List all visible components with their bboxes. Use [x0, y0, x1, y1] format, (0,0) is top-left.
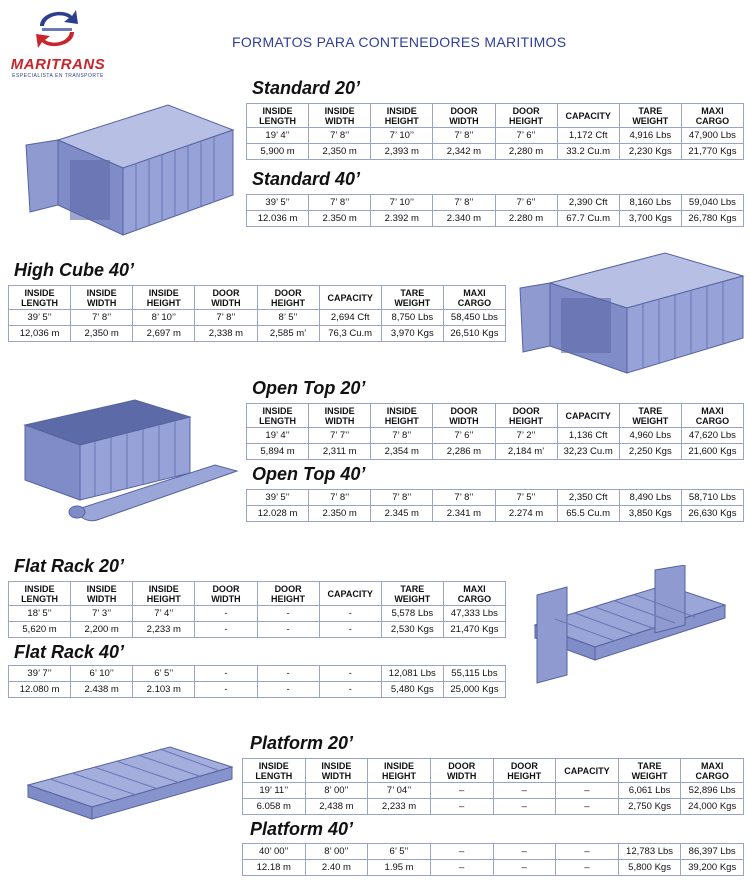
- table-cell: 40’ 00’’: [243, 844, 306, 860]
- table-cell: 7’ 8’’: [371, 490, 433, 506]
- table-cell: 7’ 04’’: [368, 783, 431, 799]
- table-cell: 7’ 8’’: [309, 128, 371, 144]
- spec-table-standard-40: [246, 194, 744, 227]
- spec-table-flat-rack-40: [8, 665, 506, 698]
- table-cell: 2,286 m: [433, 444, 495, 460]
- table-cell: 33.2 Cu.m: [557, 144, 619, 160]
- table-row: [247, 490, 744, 506]
- column-header: CAPACITY: [319, 286, 381, 310]
- table-cell: 8,750 Lbs: [381, 310, 443, 326]
- brand-name: MARITRANS: [10, 56, 106, 73]
- table-cell: 3,850 Kgs: [619, 506, 681, 522]
- table-cell: 19’ 11’’: [243, 783, 306, 799]
- table-cell: 7’ 8’’: [433, 195, 495, 211]
- table-cell: 5,900 m: [247, 144, 309, 160]
- table-cell: 2,280 m: [495, 144, 557, 160]
- table-cell: 5,620 m: [9, 622, 71, 638]
- section-title-platform-20: Platform 20’: [250, 733, 354, 753]
- section-title-flat-rack-40: Flat Rack 40’: [14, 642, 125, 662]
- table-row: [247, 506, 744, 522]
- column-header: DOOR HEIGHT: [257, 286, 319, 310]
- high-cube-container-illustration: [515, 248, 747, 378]
- table-row: [247, 444, 744, 460]
- table-cell: 19’ 4’’: [247, 428, 309, 444]
- column-header: DOOR WIDTH: [433, 404, 495, 428]
- table-cell: 7’ 10’’: [371, 128, 433, 144]
- table-cell: 2,311 m: [309, 444, 371, 460]
- table-row: [247, 144, 744, 160]
- table-cell: 6.058 m: [243, 799, 306, 815]
- column-header: CAPACITY: [557, 104, 619, 128]
- spec-table-flat-rack-20: [8, 581, 506, 638]
- table-cell: 2.350 m: [309, 506, 371, 522]
- column-header: INSIDE LENGTH: [247, 104, 309, 128]
- table-cell: 2.274 m: [495, 506, 557, 522]
- table-cell: 2.341 m: [433, 506, 495, 522]
- table-cell: 2,342 m: [433, 144, 495, 160]
- table-cell: -: [257, 622, 319, 638]
- table-row: [9, 326, 506, 342]
- table-cell: 4,916 Lbs: [619, 128, 681, 144]
- logo-arrows-icon: [34, 6, 80, 54]
- table-cell: -: [319, 682, 381, 698]
- platform-container-illustration: [20, 735, 240, 845]
- column-header: MAXI CARGO: [443, 286, 505, 310]
- table-row: [247, 128, 744, 144]
- table-cell: 4,960 Lbs: [619, 428, 681, 444]
- spec-table-open-top-20: [246, 403, 744, 460]
- table-cell: 26,510 Kgs: [443, 326, 505, 342]
- section-title-high-cube-40: High Cube 40’: [14, 260, 135, 280]
- spec-table-high-cube-40: [8, 285, 506, 342]
- table-cell: 2,354 m: [371, 444, 433, 460]
- table-row: [247, 211, 744, 227]
- spec-table-platform-20: [242, 758, 744, 815]
- table-cell: 8’ 00’’: [305, 844, 368, 860]
- column-header: INSIDE LENGTH: [9, 286, 71, 310]
- table-cell: 2,750 Kgs: [618, 799, 681, 815]
- column-header: DOOR HEIGHT: [493, 759, 556, 783]
- column-header: TARE WEIGHT: [381, 286, 443, 310]
- table-cell: –: [556, 783, 619, 799]
- table-cell: 2,350 Cft: [557, 490, 619, 506]
- column-header: INSIDE LENGTH: [247, 404, 309, 428]
- column-header: DOOR WIDTH: [195, 582, 257, 606]
- table-cell: –: [493, 783, 556, 799]
- table-cell: 5,578 Lbs: [381, 606, 443, 622]
- table-cell: 76,3 Cu.m: [319, 326, 381, 342]
- table-cell: 32,23 Cu.m: [557, 444, 619, 460]
- table-row: [243, 783, 744, 799]
- table-cell: 2,393 m: [371, 144, 433, 160]
- table-cell: 3,700 Kgs: [619, 211, 681, 227]
- table-cell: -: [195, 622, 257, 638]
- table-cell: -: [319, 606, 381, 622]
- column-header: DOOR HEIGHT: [257, 582, 319, 606]
- column-header: MAXI CARGO: [681, 404, 743, 428]
- table-cell: 7’ 2’’: [495, 428, 557, 444]
- table-cell: 12,081 Lbs: [381, 666, 443, 682]
- table-cell: 39,200 Kgs: [681, 860, 744, 876]
- table-row: [9, 606, 506, 622]
- table-cell: –: [493, 799, 556, 815]
- table-cell: 12,036 m: [9, 326, 71, 342]
- table-cell: -: [319, 622, 381, 638]
- column-header: CAPACITY: [319, 582, 381, 606]
- table-cell: –: [430, 799, 493, 815]
- table-cell: 6’ 10’’: [71, 666, 133, 682]
- table-cell: 59,040 Lbs: [681, 195, 743, 211]
- table-cell: -: [257, 666, 319, 682]
- table-cell: 2.438 m: [71, 682, 133, 698]
- column-header: CAPACITY: [557, 404, 619, 428]
- table-cell: 47,620 Lbs: [681, 428, 743, 444]
- table-cell: –: [556, 799, 619, 815]
- table-row: [243, 844, 744, 860]
- table-row: [9, 682, 506, 698]
- column-header: MAXI CARGO: [681, 759, 744, 783]
- table-cell: 2,338 m: [195, 326, 257, 342]
- table-cell: 2,530 Kgs: [381, 622, 443, 638]
- table-cell: -: [195, 606, 257, 622]
- table-row: [9, 666, 506, 682]
- table-cell: 8,160 Lbs: [619, 195, 681, 211]
- table-cell: 21,770 Kgs: [681, 144, 743, 160]
- column-header: INSIDE WIDTH: [71, 286, 133, 310]
- table-cell: 7’ 4’’: [133, 606, 195, 622]
- spec-table-standard-20: [246, 103, 744, 160]
- section-title-standard-20: Standard 20’: [252, 78, 361, 98]
- column-header: INSIDE WIDTH: [309, 404, 371, 428]
- table-cell: 2.350 m: [309, 211, 371, 227]
- table-row: [247, 428, 744, 444]
- column-header: INSIDE HEIGHT: [371, 404, 433, 428]
- table-cell: 1,172 Cft: [557, 128, 619, 144]
- table-cell: 18’ 5’’: [9, 606, 71, 622]
- table-cell: 25,000 Kgs: [443, 682, 505, 698]
- table-cell: 7’ 8’’: [309, 195, 371, 211]
- table-cell: 7’ 3’’: [71, 606, 133, 622]
- table-cell: 39’ 5’’: [9, 310, 71, 326]
- table-cell: 1.95 m: [368, 860, 431, 876]
- table-cell: 7’ 5’’: [495, 490, 557, 506]
- table-cell: 8’ 10’’: [133, 310, 195, 326]
- column-header: DOOR WIDTH: [195, 286, 257, 310]
- table-row: [247, 195, 744, 211]
- section-title-flat-rack-20: Flat Rack 20’: [14, 556, 125, 576]
- table-cell: –: [430, 844, 493, 860]
- table-cell: 26,630 Kgs: [681, 506, 743, 522]
- table-cell: 55,115 Lbs: [443, 666, 505, 682]
- table-cell: 7’ 8’’: [371, 428, 433, 444]
- table-cell: 47,333 Lbs: [443, 606, 505, 622]
- table-cell: 7’ 7’’: [309, 428, 371, 444]
- column-header: INSIDE HEIGHT: [133, 286, 195, 310]
- table-cell: 7’ 6’’: [495, 195, 557, 211]
- table-cell: 7’ 8’’: [195, 310, 257, 326]
- table-cell: 12.028 m: [247, 506, 309, 522]
- brand-tagline: ESPECIALISTA EN TRANSPORTE: [12, 73, 104, 79]
- section-title-standard-40: Standard 40’: [252, 169, 361, 189]
- table-cell: 58,450 Lbs: [443, 310, 505, 326]
- table-cell: 39’ 5’’: [247, 490, 309, 506]
- table-cell: 2.103 m: [133, 682, 195, 698]
- column-header: INSIDE HEIGHT: [368, 759, 431, 783]
- table-cell: 39’ 7’’: [9, 666, 71, 682]
- table-cell: 2,585 m’: [257, 326, 319, 342]
- section-title-open-top-20: Open Top 20’: [252, 378, 366, 398]
- table-cell: 2.345 m: [371, 506, 433, 522]
- table-cell: 2.340 m: [433, 211, 495, 227]
- table-cell: 2,233 m: [133, 622, 195, 638]
- column-header: TARE WEIGHT: [619, 404, 681, 428]
- table-cell: 2,697 m: [133, 326, 195, 342]
- table-cell: 8’ 00’’: [305, 783, 368, 799]
- table-cell: 2.280 m: [495, 211, 557, 227]
- page-title: FORMATOS PARA CONTENEDORES MARITIMOS: [232, 34, 567, 50]
- standard-container-illustration: [18, 100, 240, 245]
- spec-table-platform-40: [242, 843, 744, 876]
- table-cell: 5,894 m: [247, 444, 309, 460]
- table-cell: 7’ 8’’: [433, 128, 495, 144]
- table-cell: 12.080 m: [9, 682, 71, 698]
- table-cell: -: [195, 682, 257, 698]
- table-cell: 52,896 Lbs: [681, 783, 744, 799]
- column-header: MAXI CARGO: [681, 104, 743, 128]
- table-cell: –: [493, 860, 556, 876]
- column-header: INSIDE LENGTH: [243, 759, 306, 783]
- column-header: TARE WEIGHT: [381, 582, 443, 606]
- table-cell: 12,783 Lbs: [618, 844, 681, 860]
- column-header: INSIDE WIDTH: [71, 582, 133, 606]
- table-cell: 24,000 Kgs: [681, 799, 744, 815]
- column-header: MAXI CARGO: [443, 582, 505, 606]
- table-cell: 2.392 m: [371, 211, 433, 227]
- table-cell: 7’ 6’’: [433, 428, 495, 444]
- table-cell: 7’ 8’’: [433, 490, 495, 506]
- table-cell: 7’ 10’’: [371, 195, 433, 211]
- table-cell: 67.7 Cu.m: [557, 211, 619, 227]
- table-cell: -: [257, 682, 319, 698]
- table-row: [9, 622, 506, 638]
- table-cell: 2.40 m: [305, 860, 368, 876]
- table-cell: -: [319, 666, 381, 682]
- table-cell: 19’ 4’’: [247, 128, 309, 144]
- table-cell: 7’ 8’’: [71, 310, 133, 326]
- table-cell: 2,233 m: [368, 799, 431, 815]
- table-cell: 5,480 Kgs: [381, 682, 443, 698]
- flat-rack-container-illustration: [525, 565, 745, 690]
- table-cell: 26,780 Kgs: [681, 211, 743, 227]
- table-cell: 1,136 Cft: [557, 428, 619, 444]
- table-cell: –: [556, 860, 619, 876]
- table-cell: 2,200 m: [71, 622, 133, 638]
- column-header: DOOR WIDTH: [430, 759, 493, 783]
- column-header: TARE WEIGHT: [618, 759, 681, 783]
- column-header: CAPACITY: [556, 759, 619, 783]
- table-cell: 8’ 5’’: [257, 310, 319, 326]
- table-cell: 2,230 Kgs: [619, 144, 681, 160]
- table-cell: 65.5 Cu.m: [557, 506, 619, 522]
- table-cell: 2,350 m: [309, 144, 371, 160]
- column-header: INSIDE HEIGHT: [133, 582, 195, 606]
- table-cell: 86,397 Lbs: [681, 844, 744, 860]
- table-row: [243, 860, 744, 876]
- table-cell: –: [430, 783, 493, 799]
- column-header: DOOR HEIGHT: [495, 404, 557, 428]
- column-header: INSIDE WIDTH: [309, 104, 371, 128]
- column-header: INSIDE HEIGHT: [371, 104, 433, 128]
- table-cell: 7’ 6’’: [495, 128, 557, 144]
- column-header: INSIDE WIDTH: [305, 759, 368, 783]
- table-cell: 2,350 m: [71, 326, 133, 342]
- table-cell: 2,694 Cft: [319, 310, 381, 326]
- table-cell: 12.036 m: [247, 211, 309, 227]
- table-cell: 8,490 Lbs: [619, 490, 681, 506]
- column-header: TARE WEIGHT: [619, 104, 681, 128]
- column-header: DOOR HEIGHT: [495, 104, 557, 128]
- table-cell: -: [257, 606, 319, 622]
- table-cell: 2,438 m: [305, 799, 368, 815]
- table-cell: 3,970 Kgs: [381, 326, 443, 342]
- table-cell: 21,600 Kgs: [681, 444, 743, 460]
- table-cell: 6’ 5’’: [133, 666, 195, 682]
- table-cell: –: [430, 860, 493, 876]
- open-top-container-illustration: [15, 395, 243, 527]
- table-cell: 2,390 Cft: [557, 195, 619, 211]
- table-cell: –: [556, 844, 619, 860]
- table-cell: –: [493, 844, 556, 860]
- table-cell: -: [195, 666, 257, 682]
- table-cell: 6,061 Lbs: [618, 783, 681, 799]
- table-row: [9, 310, 506, 326]
- table-cell: 47,900 Lbs: [681, 128, 743, 144]
- section-title-platform-40: Platform 40’: [250, 819, 354, 839]
- table-cell: 2,184 m’: [495, 444, 557, 460]
- table-row: [243, 799, 744, 815]
- table-cell: 21,470 Kgs: [443, 622, 505, 638]
- table-cell: 58,710 Lbs: [681, 490, 743, 506]
- table-cell: 2,250 Kgs: [619, 444, 681, 460]
- maritrans-logo: [6, 6, 110, 82]
- column-header: DOOR WIDTH: [433, 104, 495, 128]
- table-cell: 12.18 m: [243, 860, 306, 876]
- section-title-open-top-40: Open Top 40’: [252, 464, 366, 484]
- table-cell: 6’ 5’’: [368, 844, 431, 860]
- table-cell: 39’ 5’’: [247, 195, 309, 211]
- spec-table-open-top-40: [246, 489, 744, 522]
- table-cell: 7’ 8’’: [309, 490, 371, 506]
- table-cell: 5,800 Kgs: [618, 860, 681, 876]
- column-header: INSIDE LENGTH: [9, 582, 71, 606]
